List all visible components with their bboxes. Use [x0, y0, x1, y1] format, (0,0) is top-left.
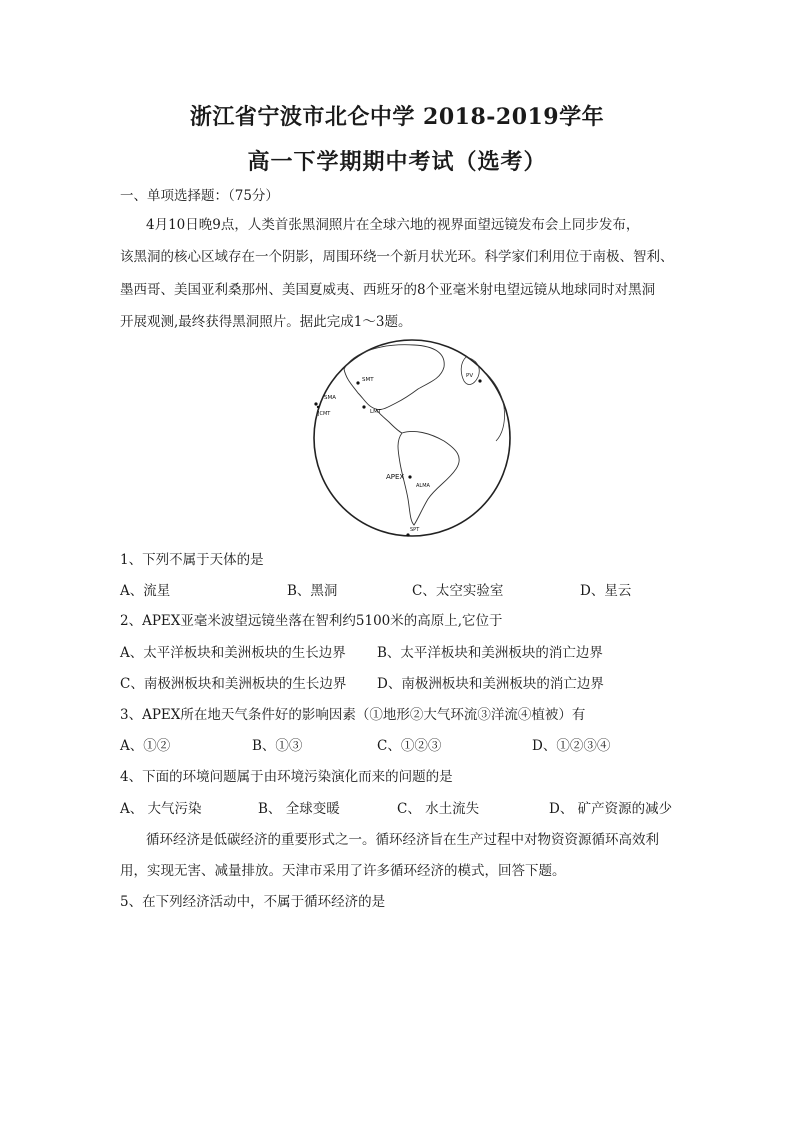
q3-option-b: B、①③: [252, 738, 303, 754]
lmt-marker: [362, 405, 365, 408]
question-1-stem: 1、下列不属于天体的是: [120, 552, 264, 568]
q2-option-a: A、太平洋板块和美洲板块的生长边界: [120, 645, 346, 661]
globe-outline: [314, 340, 510, 536]
q3-option-c: C、①②③: [377, 738, 442, 754]
q3-option-d: D、①②③④: [532, 738, 611, 754]
q4-option-c: C、 水土流失: [397, 801, 480, 817]
q3-option-a: A、①②: [120, 738, 171, 754]
pv-label: PV: [466, 373, 474, 379]
section-heading: 一、单项选择题：（75分）: [120, 188, 279, 204]
smt-marker: [356, 381, 359, 384]
question-4-stem: 4、下面的环境问题属于由环境污染演化而来的问题的是: [120, 769, 453, 785]
lmt-label: LMT: [370, 409, 382, 415]
q1-option-b: B、黑洞: [287, 583, 338, 599]
globe-map-figure: [306, 337, 526, 542]
q1-option-c: C、太空实验室: [412, 583, 504, 599]
passage2-line: 循环经济是低碳经济的重要形式之一。循环经济旨在生产过程中对物资资源循环高效利: [146, 832, 659, 848]
q2-option-d: D、南极洲板块和美洲板块的消亡边界: [377, 676, 604, 692]
smt-label: SMT: [362, 377, 374, 383]
q2-option-c: C、南极洲板块和美洲板块的生长边界: [120, 676, 347, 692]
q4-option-d: D、 矿产资源的减少: [549, 801, 673, 817]
question-2-stem: 2、APEX亚毫米波望远镜坐落在智利约5100米的高原上,它位于: [120, 613, 503, 629]
exam-subtitle: 高一下学期期中考试（选考）: [247, 149, 547, 175]
jcmt-marker: [317, 406, 319, 408]
q1-option-a: A、流星: [120, 583, 171, 599]
q2-option-b: B、太平洋板块和美洲板块的消亡边界: [377, 645, 603, 661]
passage2-line: 用，实现无害、减量排放。天津市采用了许多循环经济的模式，回答下题。: [120, 863, 566, 879]
q4-option-a: A、 大气污染: [120, 801, 202, 817]
pv-marker: [478, 379, 481, 382]
spt-marker: [406, 533, 409, 536]
q1-option-d: D、星云: [580, 583, 632, 599]
passage1-line: 该黑洞的核心区域存在一个阴影，周围环绕一个新月状光环。科学家们利用位于南极、智利、: [120, 249, 674, 265]
apex-marker: [408, 475, 411, 478]
sma-label: SMA: [324, 395, 336, 401]
spt-label: SPT: [410, 527, 420, 533]
alma-label: ALMA: [416, 483, 430, 489]
question-3-stem: 3、APEX所在地天气条件好的影响因素（①地形②大气环流③洋流④植被）有: [120, 707, 586, 723]
question-5-stem: 5、在下列经济活动中，不属于循环经济的是: [120, 894, 386, 910]
passage1-line: 开展观测,最终获得黑洞照片。据此完成1～3题。: [120, 314, 412, 330]
passage1-line: 墨西哥、美国亚利桑那州、美国夏威夷、西班牙的8个亚毫米射电望远镜从地球同时对黑洞: [120, 282, 656, 298]
apex-label: APEX: [386, 473, 405, 481]
passage1-line: 4月10日晚9点，人类首张黑洞照片在全球六地的视界面望远镜发布会上同步发布，: [146, 217, 640, 233]
exam-title: 浙江省宁波市北仑中学 2018-2019学年: [189, 104, 605, 130]
q4-option-b: B、 全球变暖: [258, 801, 340, 817]
sma-marker: [314, 402, 317, 405]
jcmt-label: JCMT: [318, 411, 331, 417]
